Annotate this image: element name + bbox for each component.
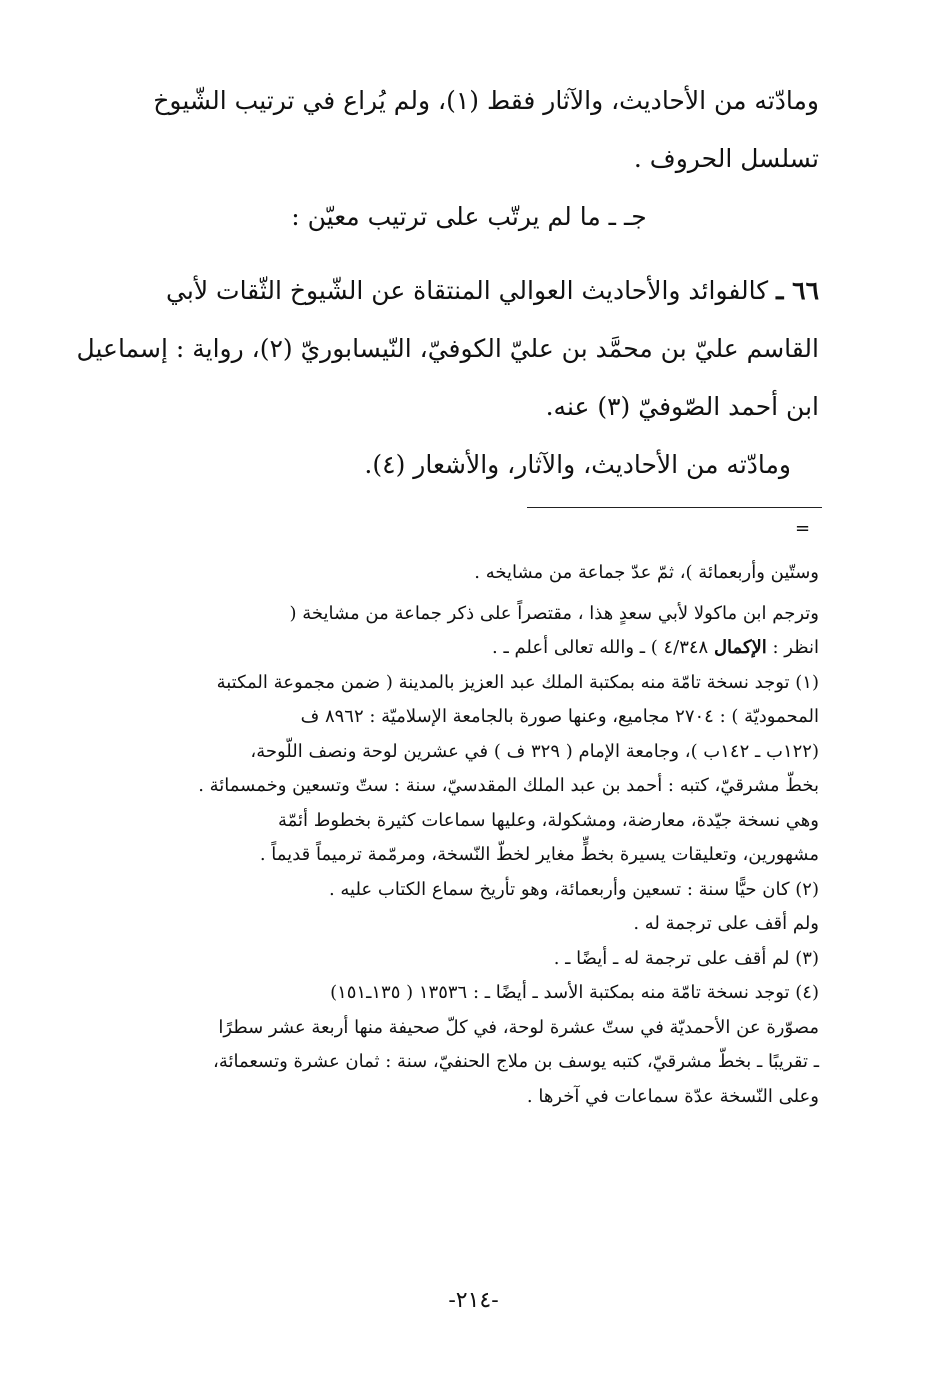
section-heading: جـ ـ ما لم يرتّب على ترتيب معيّن : (291, 202, 647, 231)
text-line: ابن أحمد الصّوفيّ (٣) عنه. (545, 392, 819, 421)
footnote-separator (527, 507, 822, 508)
entry-first-line (119, 262, 819, 320)
footnote-line: وترجم ابن ماكولا لأبي سعدٍ هذا ، مقتصراً على ذكر جماعة من مشايخة ( (289, 602, 819, 624)
entry-number: ٦٦ ـ (776, 276, 819, 305)
text-line: ومادّته من الأحاديث، والآثار، والأشعار (٤). (364, 450, 791, 479)
footnote-line: وستّين وأربعمائة )، ثمّ عدّ جماعة من مشايخه . (474, 562, 819, 583)
footnote-line: (١) توجد نسخة تامّة منه بمكتبة الملك عبد العزيز بالمدينة ( ضمن مجموعة المكتبة (216, 671, 819, 693)
footnote-line: (٢) كان حيًّا سنة : تسعين وأربعمائة، وهو تأريخ سماع الكتاب عليه . (328, 878, 819, 900)
footnote-line: المحموديّة ) : ٢٧٠٤ مجاميع، وعنها صورة بالجامعة الإسلاميّة : ٨٩٦٢ ف (300, 706, 819, 727)
footnote-line: وهي نسخة جيّدة، معارضة، ومشكولة، وعليها سماعات كثيرة بخطوط أئمّة (277, 809, 819, 831)
footnote-line: ـ تقريبًا ـ بخطّ مشرقيّ، كتبه يوسف بن ملاج الحنفيّ، سنة : ثمان عشرة وتسعمائة، (213, 1051, 819, 1072)
footnote-line: مشهورين، وتعليقات يسيرة بخطٍّ مغاير لخطّ النّسخة، ومرمّمة ترميماً قديماً . (259, 844, 819, 865)
footnote-line: (٤) توجد نسخة تامّة منه بمكتبة الأسد ـ أيضًا ـ : ١٣٥٣٦ ( ١٣٥ـ١٥١) (330, 982, 819, 1003)
footnote-line: انظر : الإكمال ٤/٣٤٨ ) ـ والله تعالى أعلم ـ . (492, 637, 819, 658)
text-line: القاسم عليّ بن محمَّد بن عليّ الكوفيّ، النّيسابوريّ (٢)، رواية : إسماعيل (76, 334, 819, 363)
main-text (119, 72, 819, 246)
text-line: ومادّته من الأحاديث، والآثار فقط (١)، ولم يُراع في ترتيب الشّيوخ (153, 86, 819, 115)
footnote-line: (٣) لم أقف على ترجمة له ـ أيضًا ـ . (553, 947, 819, 969)
text-line: كالفوائد والأحاديث العوالي المنتقاة عن الشّيوخ الثّقات لأبي (166, 276, 769, 305)
continuation-mark: = (795, 518, 811, 539)
text-line: تسلسل الحروف . (633, 144, 819, 173)
entry-66 (76, 262, 819, 494)
footnote-line: بخطّ مشرقيّ، كتبه : أحمد بن عبد الملك المقدسيّ، سنة : ستّ وتسعين وخمسمائة . (198, 775, 819, 796)
footnote-line: ولم أقف على ترجمة له . (633, 913, 819, 934)
page-number: -٢١٤- (448, 1288, 499, 1313)
footnote-line: وعلى النّسخة عدّة سماعات في آخرها . (526, 1085, 819, 1107)
footnote-line: (١٢٢ب ـ ١٤٢ب )، وجامعة الإمام ( ٣٢٩ ف ) في عشرين لوحة ونصف اللّوحة، (250, 740, 819, 762)
book-title: الإكمال (713, 637, 767, 658)
footnote-line: مصوّرة عن الأحمديّة في ستّ عشرة لوحة، في كلّ صحيفة منها أربعة عشر سطرًا (218, 1016, 819, 1038)
footnotes (114, 556, 819, 1114)
